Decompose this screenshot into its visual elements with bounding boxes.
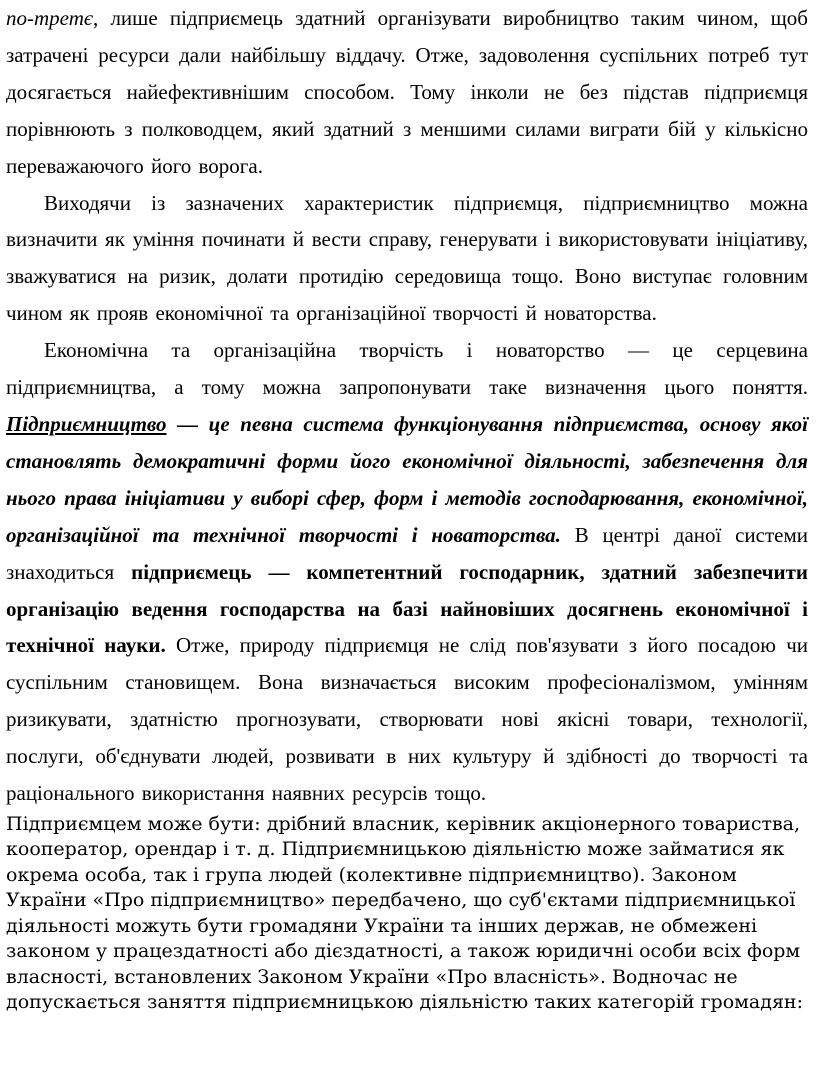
definition-text: — це певна система функціонування підприємства, основу якої становлять демократичні форми його економічної діяльності, забезпечення для нього права ініціативи у виборі сфер, форм і методів господарювання, економічної, організаційної та технічної творчості і новаторства. — [6, 411, 808, 547]
paragraph-3-mid: В центрі даної системи знаходиться — [6, 522, 808, 584]
paragraph-3-intro: Економічна та організаційна творчість і новаторство — це серцевина підприємництва, а тому можна запропонувати таке визначення цього поняття. — [6, 338, 808, 400]
paragraph-2 — [0, 185, 816, 333]
paragraph-4-text: Підприємцем може бути: дрібний власник, керівник акціонерного товариства, кооператор, орендар і т. д. Підприємницькою діяльністю може займатися як окрема особа, так і група людей (колективне підприємництво). Законом України «Про підприємництво» передбачено, що суб'єктами підприємницької діяльності можуть бути громадяни України та інших держав, не обмежені законом у працездатності або дієздатності, а також юридичні особи всіх форм власності, встановлених Законом України «Про власність». Водночас не допускається заняття підприємницькою діяльністю таких категорій громадян: — [6, 812, 803, 1014]
paragraph-3 — [0, 332, 816, 812]
definition-term: Підприємництво — [6, 411, 167, 436]
paragraph-1 — [0, 0, 816, 185]
paragraph-4 — [0, 812, 816, 1016]
paragraph-1-text: , лише підприємець здатний організувати виробництво таким чином, щоб затрачені ресурси дали найбільшу віддачу. Отже, задоволення суспільних потреб тут досягається найефективнішим способом. Тому інколи не без підстав підприємця порівнюють з полководцем, який здатний з меншими силами виграти бій у кількісно переважаючого його ворога. — [6, 6, 808, 178]
paragraph-2-text: Виходячи із зазначених характеристик підприємця, підприємництво можна визначити як уміння починати й вести справу, генерувати і використовувати ініціативу, зважуватися на ризик, долати протидію середовища тощо. Воно виступає головним чином як прояв економічної та організаційної творчості й новаторства. — [6, 190, 808, 326]
entrepreneur-definition: підприємець — компетентний господарник, здатний забезпечити організацію ведення господарства на базі найновіших досягнень економічної і технічної науки. — [6, 559, 809, 658]
paragraph-3-end: Отже, природу підприємця не слід пов'язувати з його посадою чи суспільним становищем. Вона визначається високим професіоналізмом, умінням ризикувати, здатністю прогнозувати, створювати нові якісні товари, технології, послуги, об'єднувати людей, розвивати в них культуру й здібності до творчості та раціонального використання наявних ресурсів тощо. — [6, 633, 808, 806]
italic-phrase: по-третє — [6, 6, 94, 30]
